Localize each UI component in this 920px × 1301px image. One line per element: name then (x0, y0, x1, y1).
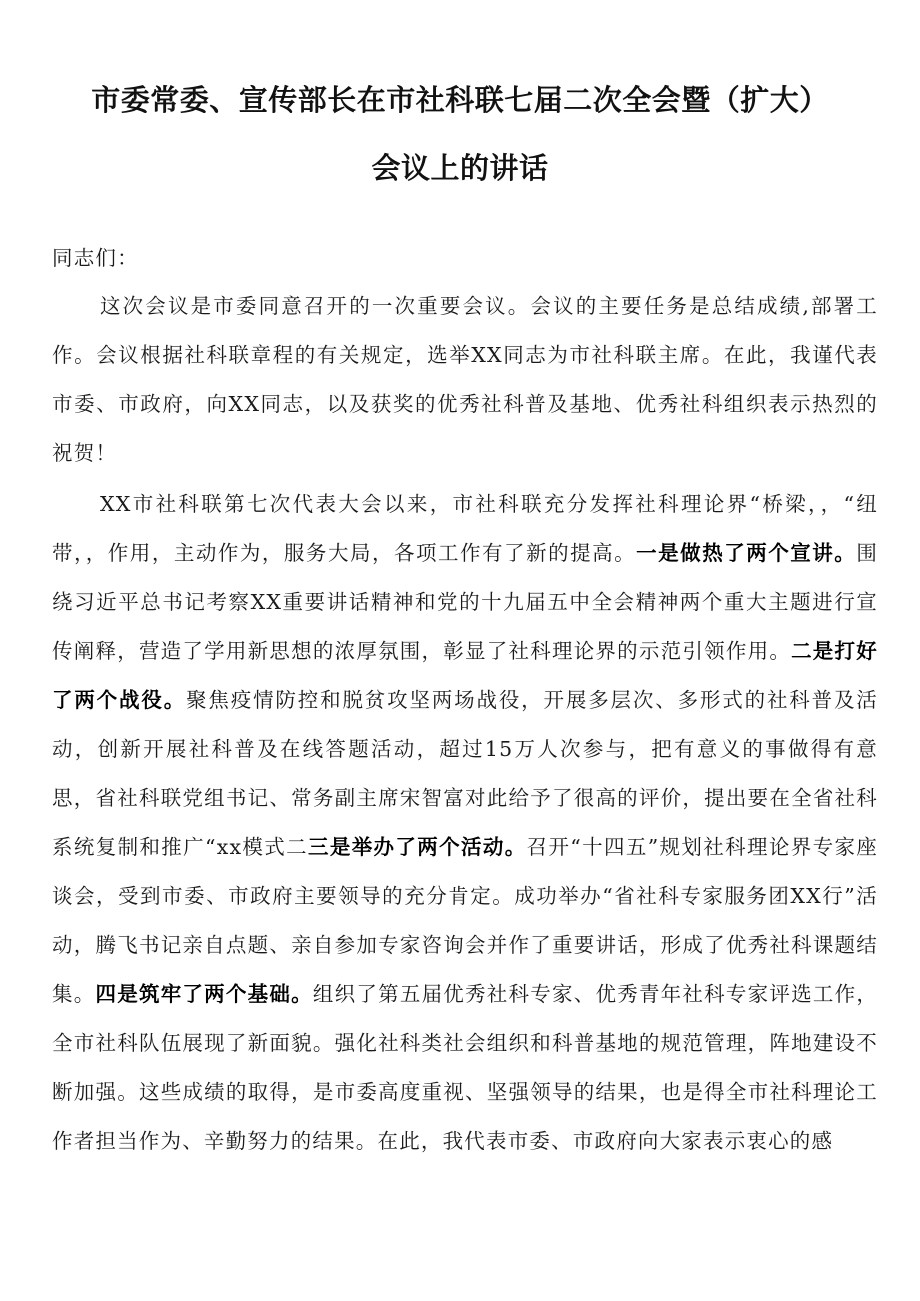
point-4-text: 组织了第五届优秀社科专家、优秀青年社科专家评选工作，全市社科队伍展现了新面貌。强化社科类社会组织和科普基地的规范管理，阵地建设不断加强。 (52, 982, 879, 1104)
point-2-text: 聚焦疫情防控和脱贫攻坚两场战役，开展多层次、多形式的社科普及活动，创新开展社科普及在线答题活动，超过15万人次参与，把有意义的事做得有意思，省社科联党组书记、常务副主席宋智富对此给予了很高的评价，提出要在全省社科系统复制和推广“xx模式二 (52, 688, 879, 859)
document-body (52, 240, 878, 1168)
document-title-line-1: 市委常委、宣传部长在市社科联七届二次全会暨（扩大） (91, 83, 829, 117)
document-title-line-2: 会议上的讲话 (371, 151, 549, 185)
achievements-closing: 这些成绩的取得，是市委高度重视、坚强领导的结果，也是得全市社科理论工作者担当作为、辛勤努力的结果。在此，我代表市委、市政府向大家表示衷心的感 (52, 1080, 878, 1153)
point-1-heading: 一是做热了两个宣讲。 (636, 541, 857, 565)
paragraph-opening: 这次会议是市委同意召开的一次重要会议。会议的主要任务是总结成绩,部署工作。会议根据社科联章程的有关规定，选举XX同志为市社科联主席。在此，我谨代表市委、市政府，向XX同志，以及获奖的优秀社科普及基地、优秀社科组织表示热烈的祝贺！ (52, 294, 878, 465)
point-1-text: 围绕习近平总书记考察XX重要讲话精神和党的十九届五中全会精神两个重大主题进行宣传阐释，营造了学用新思想的浓厚氛围，彰显了社科理论界的示范引领作用。 (52, 541, 879, 663)
achievements-intro: XX市社科联第七次代表大会以来，市社科联充分发挥社科理论界“桥梁，，“纽带，，作用，主动作为，服务大局，各项工作有了新的提高。 (52, 492, 878, 565)
salutation: 同志们： (52, 246, 139, 270)
point-3-heading: 三是举办了两个活动。 (307, 835, 527, 859)
point-2-heading: 二是打好了两个战役。 (52, 639, 878, 712)
point-4-heading: 四是筑牢了两个基础。 (95, 982, 313, 1006)
paragraph-achievements (52, 480, 878, 1166)
point-3-text: 召开“十四五”规划社科理论界专家座谈会，受到市委、市政府主要领导的充分肯定。成功举办“省社科专家服务团XX行”活动，腾飞书记亲自点题、亲自参加专家咨询会并作了重要讲话，形成了优秀社科课题结集。 (52, 835, 878, 1006)
